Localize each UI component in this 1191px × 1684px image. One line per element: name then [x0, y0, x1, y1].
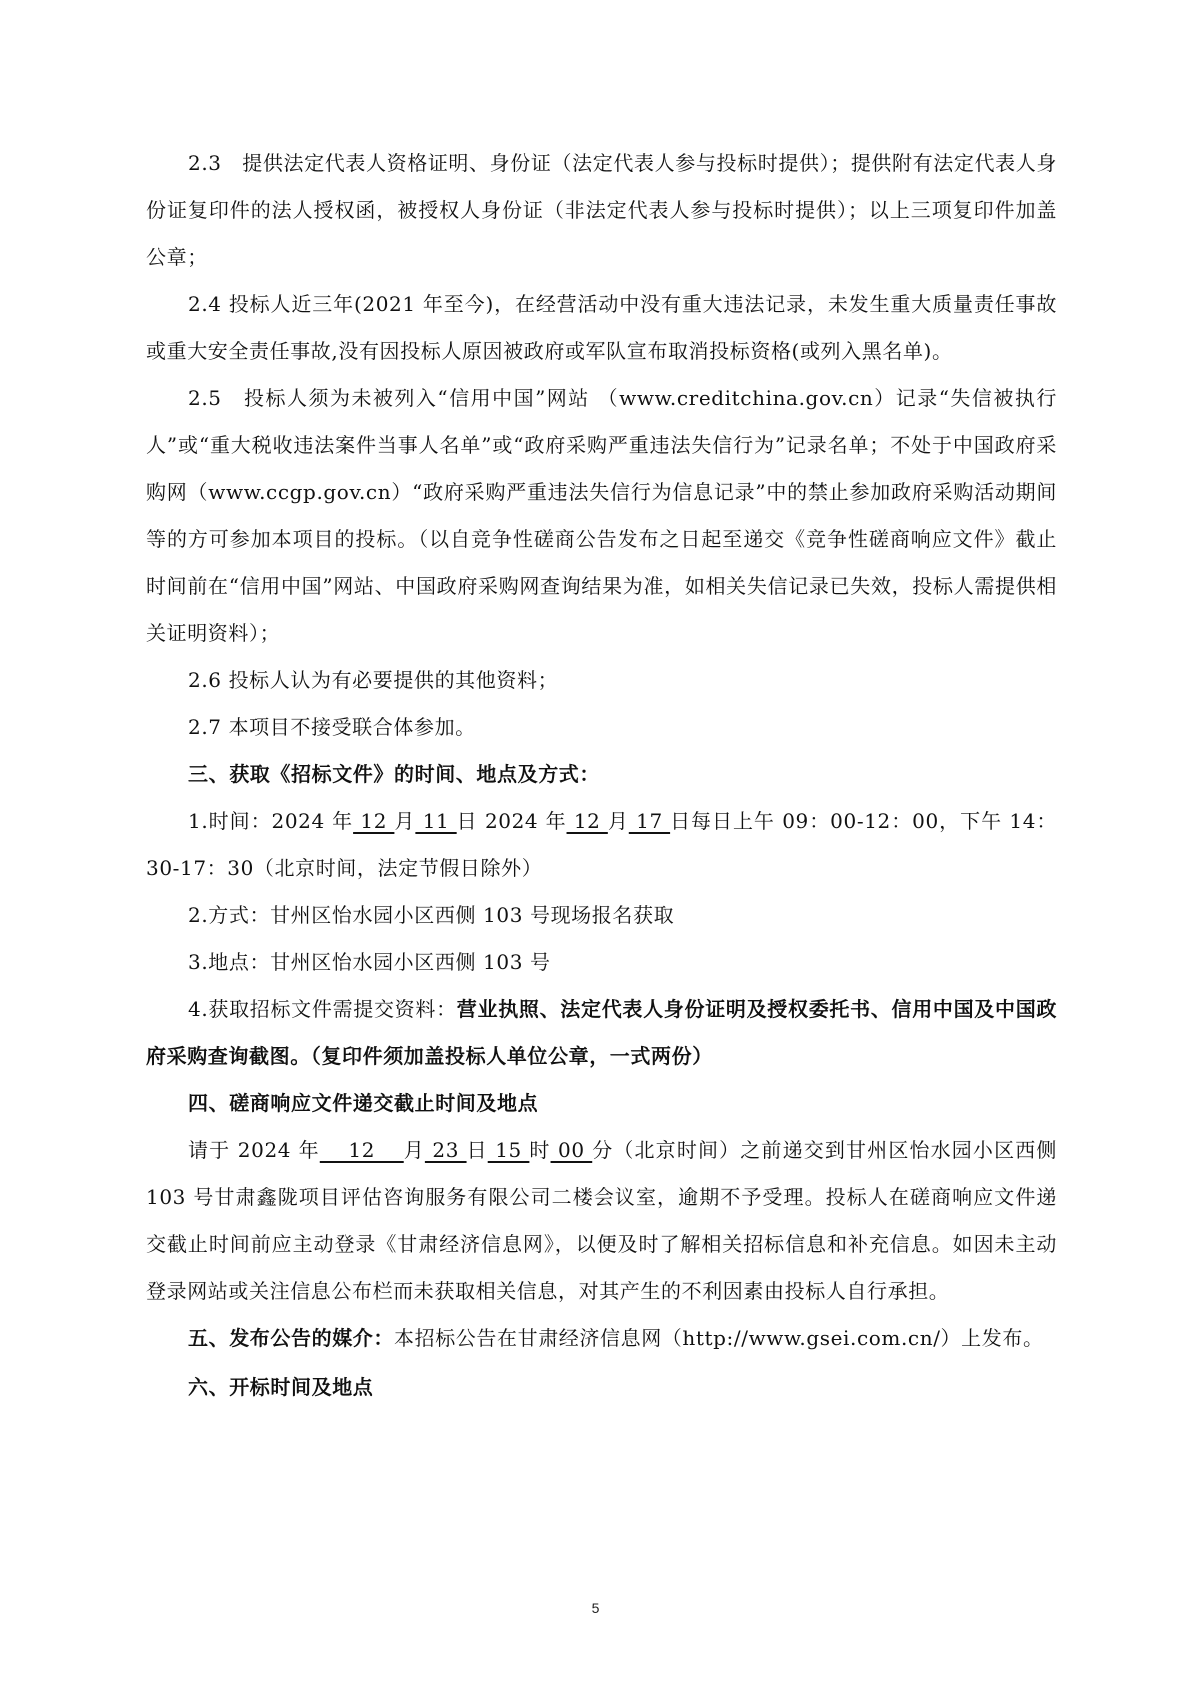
- paragraph-2-3: 2.3 提供法定代表人资格证明、身份证（法定代表人参与投标时提供）；提供附有法定代表人身份证复印件的法人授权函，被授权人身份证（非法定代表人参与投标时提供）；以上三项复印件加盖公章；: [146, 151, 1057, 269]
- time-suffix: 日每日上午 09：00-12：00，下午 14：30-17：30（北京时间，法定节假日除外）: [146, 809, 1057, 880]
- deadline-day-char: 日: [466, 1138, 488, 1162]
- start-month: 12: [353, 809, 395, 833]
- end-day: 17: [628, 809, 671, 833]
- time-prefix: 1.时间：2024 年: [188, 809, 354, 833]
- deadline-minute: 00: [550, 1138, 593, 1162]
- section-3-materials: [146, 986, 1057, 1080]
- deadline-month: 12: [319, 1138, 404, 1162]
- section-3-time: [146, 798, 1057, 892]
- paragraph-2-7: 2.7 本项目不接受联合体参加。: [188, 715, 476, 739]
- section-5-heading: 五、发布公告的媒介：: [188, 1326, 394, 1350]
- page-number: 5: [591, 1600, 600, 1616]
- materials-label: 4.获取招标文件需提交资料：: [188, 997, 457, 1021]
- month-char-2: 月: [607, 809, 629, 833]
- page-body: [146, 140, 1057, 1411]
- start-day: 11: [415, 809, 457, 833]
- deadline-prefix: 请于 2024 年: [188, 1138, 320, 1162]
- paragraph-2-6: 2.6 投标人认为有必要提供的其他资料；: [188, 668, 559, 692]
- month-char: 月: [394, 809, 416, 833]
- deadline-suffix: 分（北京时间）之前递交到甘州区怡水园小区西侧 103 号甘肃鑫陇项目评估咨询服务有限公司二楼会议室，逾期不予受理。投标人在磋商响应文件递交截止时间前应主动登录《甘肃经济信息网》，以便及时了解相关招标信息和补充信息。如因未主动登录网站或关注信息公布栏而未获取相关信息，对其产生的不利因素由投标人自行承担。: [146, 1138, 1057, 1303]
- paragraph-2-4: 2.4 投标人近三年(2021 年至今)，在经营活动中没有重大违法记录，未发生重大质量责任事故或重大安全责任事故,没有因投标人原因被政府或军队宣布取消投标资格(或列入黑名单)。: [146, 292, 1057, 363]
- section-4-deadline: [146, 1127, 1057, 1315]
- section-3-heading: 三、获取《招标文件》的时间、地点及方式：: [188, 762, 600, 786]
- end-month: 12: [566, 809, 608, 833]
- section-5: [146, 1315, 1057, 1362]
- section-5-text: 本招标公告在甘肃经济信息网（http://www.gsei.com.cn/）上发布。: [394, 1326, 1044, 1350]
- paragraph-2-5: 2.5 投标人须为未被列入“信用中国”网站 （www.creditchina.gov.cn）记录“失信被执行人”或“重大税收违法案件当事人名单”或“政府采购严重违法失信行为”记录名单；不处于中国政府采购网（www.ccgp.gov.cn）“政府采购严重违法失信行为信息记录”中的禁止参加政府采购活动期间等的方可参加本项目的投标。（以自竞争性磋商公告发布之日起至递交《竞争性磋商响应文件》截止时间前在“信用中国”网站、中国政府采购网查询结果为准，如相关失信记录已失效，投标人需提供相关证明资料）；: [146, 386, 1057, 645]
- time-mid: 日 2024 年: [456, 809, 567, 833]
- deadline-hour: 15: [487, 1138, 530, 1162]
- deadline-day: 23: [424, 1138, 467, 1162]
- section-6-heading: 六、开标时间及地点: [188, 1375, 374, 1399]
- deadline-hour-char: 时: [529, 1138, 551, 1162]
- section-3-place: 3.地点：甘州区怡水园小区西侧 103 号: [188, 950, 551, 974]
- section-3-method: 2.方式：甘州区怡水园小区西侧 103 号现场报名获取: [188, 903, 675, 927]
- materials-list: 营业执照、法定代表人身份证明及授权委托书、信用中国及中国政府采购查询截图。（复印件须加盖投标人单位公章，一式两份）: [146, 997, 1058, 1068]
- deadline-month-char: 月: [403, 1138, 425, 1162]
- section-4-heading: 四、磋商响应文件递交截止时间及地点: [188, 1091, 539, 1115]
